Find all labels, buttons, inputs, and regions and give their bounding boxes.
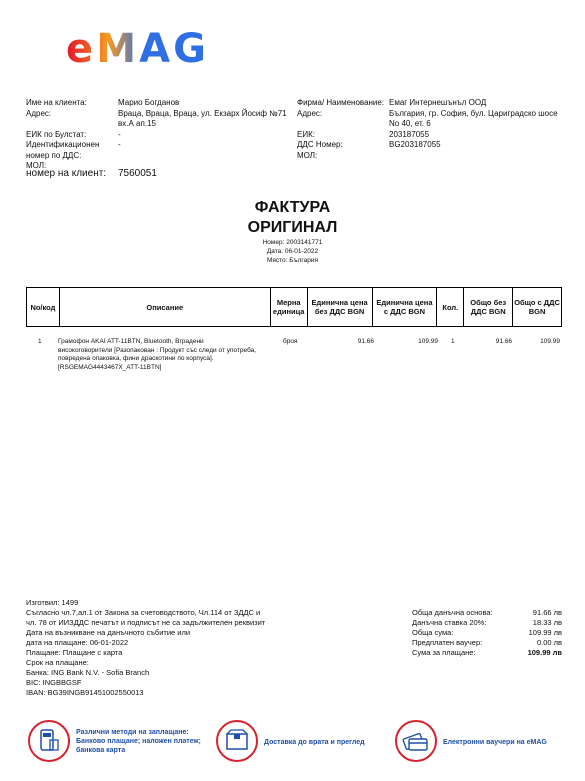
invoice-title: ФАКТУРА [254,199,331,216]
client-vat: - [118,140,121,149]
footer-payment-methods: Различни методи на заплащане: Банково плащане; наложен платеж; банкова карта [76,729,201,754]
payment-due: Срок на плащане: [26,658,89,667]
invoice-place: Място: България [266,257,319,264]
client-address: Враца, Враца, Враца, ул. Екзарх Йосиф №71 [118,108,287,118]
label: Идентификационен [26,140,100,149]
total-vat: 18.33 лв [532,618,562,627]
invoice-date: Дата: 06-01-2022 [266,248,319,255]
label: МОЛ: [26,161,47,170]
items-table-header [26,287,562,327]
total-sum: 109.99 лв [528,628,562,637]
label: Име на клиента: [26,98,87,107]
legal-note: Съгласно чл.7,ал.1 от Закона за счетоводството, Чл.114 от ЗДДС и [26,608,261,617]
logo-text: eMAG [66,26,206,68]
label: МОЛ: [297,150,318,160]
tax-event-note: Дата на възникване на данъчното събитие или [26,628,191,637]
client-number: 7560051 [118,168,157,179]
invoice-notes [26,598,265,698]
label: Предплатен ваучер: [412,638,483,647]
payment-terminal-icon [28,720,70,762]
label: Адрес: [297,108,323,118]
invoice-subtitle: ОРИГИНАЛ [247,219,338,236]
row-qty: 1 [451,338,455,345]
label: ЕИК по Булстат: [26,129,87,139]
company-info [297,98,558,161]
company-address-2: No 40, ет. 6 [389,119,431,128]
company-vat: BG203187055 [389,140,441,149]
row-unit-gross: 109.99 [418,338,438,345]
voucher-cards-icon [395,720,437,762]
row-total-net: 91.66 [495,338,512,345]
company-address: България, гр. София, бул. Цариградско шосе [389,108,558,118]
client-address-2: вх.А ап.15 [118,119,156,128]
footer-delivery: Доставка до врата и преглед [264,739,365,746]
label: номер на клиент: [26,168,107,179]
company-mol [389,151,558,162]
company-name: Емаг Интернешънъл ООД [389,98,487,107]
col-desc: Описание [59,288,270,327]
col-unit: Мерна единица [270,288,307,327]
col-unit-net: Единична цена без ДДС BGN [307,288,372,327]
col-total-gross: Общо с ДДС BGN [513,288,562,327]
label: Адрес: [26,108,52,118]
col-qty: Кол. [437,288,464,327]
col-unit-gross: Единична цена с ДДС BGN [372,288,437,327]
total-to-pay: 109.99 лв [527,648,562,657]
emag-logo [66,24,208,68]
client-eik: - [118,129,121,139]
company-eik: 203187055 [389,129,430,139]
label: Фирма/ Наименование: [297,98,385,107]
label: номер по ДДС: [26,150,82,160]
invoice-number: Номер: 2003141771 [262,239,323,246]
bank-name: Банка: ING Bank N.V. - Sofia Branch [26,668,150,677]
row-desc: Грамофон AKAI ATT-11BTN, Bluetooth, Вградени високоговорители [Разопакован : Продукт със следи от употреба, повредена опаковка, фини драскотини по корпуса]. [RSGEMAG4443467X_ATT-11BTN] [58,338,257,371]
issued-by: Изготвил: 1499 [26,598,79,607]
tax-event-date: дата на плащане: 06-01-2022 [26,638,129,647]
row-unit: броя [283,338,298,345]
row-total-gross: 109.99 [540,338,560,345]
row-unit-net: 91.66 [357,338,374,345]
bank-bic: BIC: INGBBGSF [26,678,82,687]
bank-iban: IBAN: BG39INGB91451002550013 [26,688,144,697]
label: ДДС Номер: [297,140,343,149]
client-number-row [26,168,157,179]
client-info [26,98,287,172]
col-no: No/код [27,288,60,327]
label: Обща данъчна основа: [412,608,493,617]
client-name: Марио Богданов [118,98,180,107]
label: ЕИК: [297,129,315,139]
total-voucher: 0.00 лв [536,638,562,647]
total-base: 91.66 лв [532,608,562,617]
legal-note: чл. 78 от ИИЗДДС печатът и подписът не са задължителен реквизит [26,618,266,627]
label: Сума за плащане: [412,648,476,657]
label: Обща сума: [412,628,454,637]
payment-method: Плащане: Плащане с карта [26,648,123,657]
col-total-net: Общо без ДДС BGN [464,288,513,327]
label: Данъчна ставка 20%: [412,618,487,627]
totals [412,608,562,658]
row-no: 1 [38,338,42,345]
delivery-box-icon [216,720,258,762]
footer-vouchers: Електронни ваучери на eMAG [443,739,547,746]
